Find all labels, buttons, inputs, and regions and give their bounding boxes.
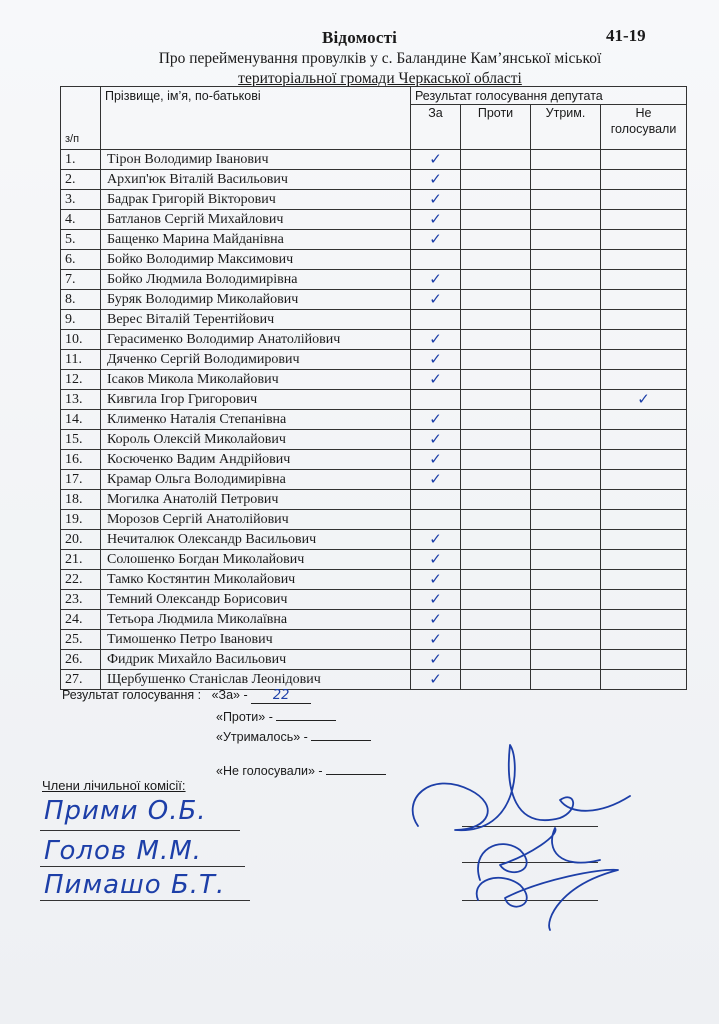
row-number: 11. <box>61 350 101 370</box>
row-number: 13. <box>61 390 101 410</box>
row-number: 24. <box>61 610 101 630</box>
row-number: 4. <box>61 210 101 230</box>
deputy-name: Тетьора Людмила Миколаївна <box>101 610 411 630</box>
check-mark-icon: ✓ <box>429 350 442 368</box>
document-number: 41-19 <box>606 26 646 45</box>
check-mark-icon: ✓ <box>429 630 442 648</box>
deputy-name: Дяченко Сергій Володимирович <box>101 350 411 370</box>
signature-scribble-2 <box>478 828 600 880</box>
row-number: 5. <box>61 230 101 250</box>
summary-ne-label: «Не голосували» - <box>216 764 323 778</box>
deputy-name: Бойко Володимир Максимович <box>101 250 411 270</box>
deputy-name: Кивгила Ігор Григорович <box>101 390 411 410</box>
row-number: 26. <box>61 650 101 670</box>
check-mark-icon: ✓ <box>429 590 442 608</box>
deputy-name: Крамар Ольга Володимирівна <box>101 470 411 490</box>
check-mark-icon: ✓ <box>429 410 442 428</box>
row-number: 1. <box>61 150 101 170</box>
header-proty: Проти <box>461 105 531 150</box>
deputy-name: Бащенко Марина Майданівна <box>101 230 411 250</box>
deputy-name: Верес Віталій Терентійович <box>101 310 411 330</box>
deputy-name: Тірон Володимир Іванович <box>101 150 411 170</box>
row-number: 19. <box>61 510 101 530</box>
commission-member-3: Пимашо Б.Т. <box>44 870 226 900</box>
row-number: 15. <box>61 430 101 450</box>
row-number: 21. <box>61 550 101 570</box>
check-mark-icon: ✓ <box>429 570 442 588</box>
header-za: За <box>411 105 461 150</box>
row-number: 3. <box>61 190 101 210</box>
document-title: Відомості <box>321 28 398 47</box>
deputy-name: Фидрик Михайло Васильович <box>101 650 411 670</box>
row-number: 23. <box>61 590 101 610</box>
summary-proty-label: «Проти» - <box>216 710 273 724</box>
commission-label: Члени лічильної комісії: <box>42 778 186 793</box>
deputy-name: Тимошенко Петро Іванович <box>101 630 411 650</box>
summary-za-label: «За» - <box>211 688 248 702</box>
deputy-name: Король Олексій Миколайович <box>101 430 411 450</box>
deputy-name: Бадрак Григорій Вікторович <box>101 190 411 210</box>
check-mark-icon: ✓ <box>429 290 442 308</box>
check-mark-icon: ✓ <box>429 470 442 488</box>
row-number: 27. <box>61 670 101 690</box>
check-mark-icon: ✓ <box>429 610 442 628</box>
deputy-name: Клименко Наталія Степанівна <box>101 410 411 430</box>
row-number: 9. <box>61 310 101 330</box>
check-mark-icon: ✓ <box>429 210 442 228</box>
check-mark-icon: ✓ <box>429 530 442 548</box>
header-ne-line2: голосували <box>610 122 677 136</box>
check-mark-icon: ✓ <box>429 330 442 348</box>
row-number: 25. <box>61 630 101 650</box>
check-mark-icon: ✓ <box>429 430 442 448</box>
check-mark-icon: ✓ <box>429 550 442 568</box>
row-number: 16. <box>61 450 101 470</box>
row-number: 14. <box>61 410 101 430</box>
row-number: 2. <box>61 170 101 190</box>
row-number: 12. <box>61 370 101 390</box>
check-mark-icon: ✓ <box>637 390 650 408</box>
row-number: 8. <box>61 290 101 310</box>
deputy-name: Солошенко Богдан Миколайович <box>101 550 411 570</box>
summary-label: Результат голосування : <box>62 688 202 702</box>
commission-member-2: Голов М.М. <box>44 836 202 866</box>
row-number: 10. <box>61 330 101 350</box>
deputy-name: Тамко Костянтин Миколайович <box>101 570 411 590</box>
deputy-name: Темний Олександр Борисович <box>101 590 411 610</box>
subtitle-line-1: Про перейменування провулків у с. Баландине Кам’янської міської <box>158 50 602 67</box>
summary-utrym-label: «Утрималось» - <box>216 730 308 744</box>
signature-scribble-3 <box>477 870 618 930</box>
header-name: Прізвище, ім’я, по-батькові <box>101 87 411 150</box>
check-mark-icon: ✓ <box>429 370 442 388</box>
deputy-name: Буряк Володимир Миколайович <box>101 290 411 310</box>
subtitle-line-2: територіальної громади Черкаської області <box>238 70 522 87</box>
header-utrym: Утрим. <box>531 105 601 150</box>
check-mark-icon: ✓ <box>429 650 442 668</box>
check-mark-icon: ✓ <box>429 150 442 168</box>
deputy-name: Бойко Людмила Володимирівна <box>101 270 411 290</box>
row-number: 17. <box>61 470 101 490</box>
summary-za-value: 22 <box>251 689 311 704</box>
row-number: 18. <box>61 490 101 510</box>
deputy-name: Архип'юк Віталій Васильович <box>101 170 411 190</box>
deputy-name: Нечиталюк Олександр Васильович <box>101 530 411 550</box>
deputy-name: Щербушенко Станіслав Леонідович <box>101 670 411 690</box>
header-ne-line1: Не <box>635 106 652 120</box>
deputy-name: Морозов Сергій Анатолійович <box>101 510 411 530</box>
header-number: з/п <box>61 87 101 150</box>
check-mark-icon: ✓ <box>429 270 442 288</box>
check-mark-icon: ✓ <box>429 170 442 188</box>
deputy-name: Батланов Сергій Михайлович <box>101 210 411 230</box>
row-number: 22. <box>61 570 101 590</box>
row-number: 7. <box>61 270 101 290</box>
check-mark-icon: ✓ <box>429 450 442 468</box>
deputy-name: Косюченко Вадим Андрійович <box>101 450 411 470</box>
deputy-name: Герасименко Володимир Анатолійович <box>101 330 411 350</box>
signature-scribble-1 <box>413 745 630 830</box>
deputy-name: Ісаков Микола Миколайович <box>101 370 411 390</box>
row-number: 6. <box>61 250 101 270</box>
header-result: Результат голосування депутата <box>411 87 687 105</box>
check-mark-icon: ✓ <box>429 230 442 248</box>
row-number: 20. <box>61 530 101 550</box>
check-mark-icon: ✓ <box>429 670 442 688</box>
deputy-name: Могилка Анатолій Петрович <box>101 490 411 510</box>
check-mark-icon: ✓ <box>429 190 442 208</box>
commission-member-1: Прими О.Б. <box>44 796 207 826</box>
